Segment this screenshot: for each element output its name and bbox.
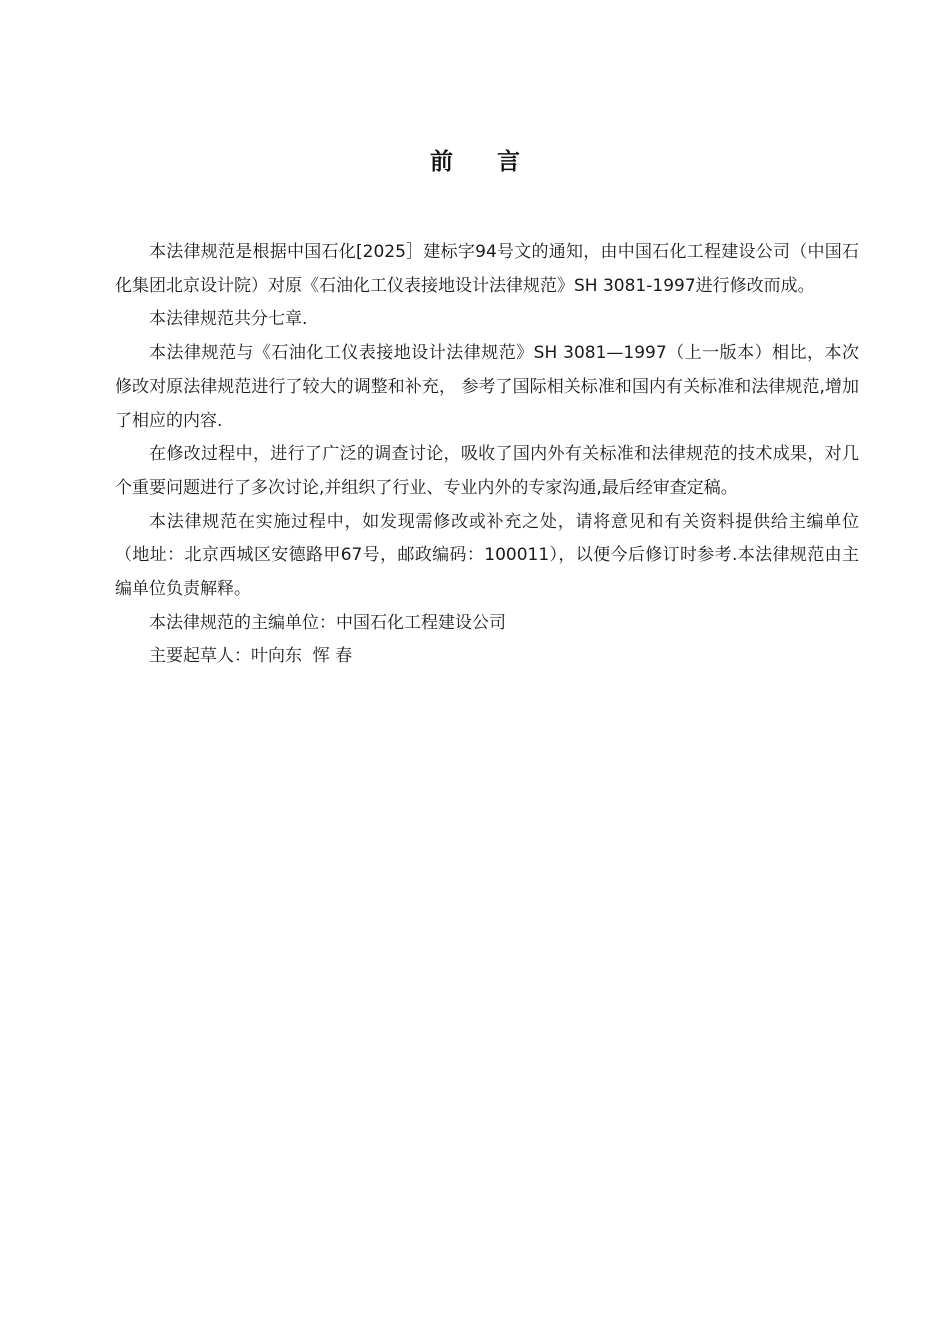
paragraph-process: 在修改过程中，进行了广泛的调查讨论，吸收了国内外有关标准和法律规范的技术成果，对几个重要问题进行了多次讨论,并组织了行业、专业内外的专家沟通,最后经审查定稿。 (115, 444, 859, 498)
paragraph-comparison: 本法律规范与《石油化工仪表接地设计法律规范》SH 3081—1997（上一版本）相比，本次修改对原法律规范进行了较大的调整和补充， 参考了国际相关标准和国内有关标准和法律规范,增加了相应的内容. (115, 343, 859, 431)
paragraph-drafters: 主要起草人：叶向东 恽 春 (149, 646, 353, 667)
paragraph-chapters: 本法律规范共分七章. (149, 309, 308, 330)
page-title: 前 言 (429, 149, 538, 175)
paragraph-editor-unit: 本法律规范的主编单位：中国石化工程建设公司 (149, 612, 506, 633)
preface-body (115, 236, 859, 674)
paragraph-basis: 本法律规范是根据中国石化[2025］建标字94号文的通知，由中国石化工程建设公司（中国石化集团北京设计院）对原《石油化工仪表接地设计法律规范》SH 3081-1997进行修改而成。 (115, 242, 859, 296)
paragraph-feedback: 本法律规范在实施过程中，如发现需修改或补充之处，请将意见和有关资料提供给主编单位（地址：北京西城区安德路甲67号，邮政编码：100011），以便今后修订时参考.本法律规范由主编单位负责解释。 (115, 511, 859, 600)
